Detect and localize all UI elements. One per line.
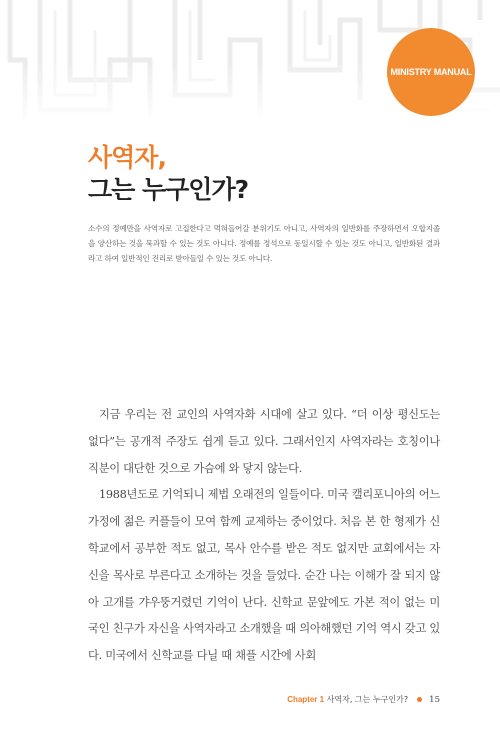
chapter-title xyxy=(88,142,248,206)
page-number: 15 xyxy=(429,695,440,705)
badge-label: MINISTRY MANUAL xyxy=(390,67,472,77)
body-text xyxy=(88,402,440,670)
body-paragraph: 지금 우리는 전 교인의 사역자화 시대에 살고 있다. “더 이상 평신도는 없다”는 공개적 주장도 쉽게 듣고 있다. 그래서인지 사역자라는 호칭이나 직분이 대단한 것으로 가슴에 와 닿지 않는다. xyxy=(88,408,440,475)
body-paragraph: 1988년도로 기억되니 제법 오래전의 일들이다. 미국 캘리포니아의 어느 가정에 젊은 커플들이 모여 함께 교제하는 중이었다. 처음 본 한 형제가 신학교에서 공부한 적도 없고, 목사 안수를 받은 적도 없지만 교회에서는 자신을 목사로 부른다고 소개하는 것을 들었다. 순간 나는 이해가 잘 되지 않아 고개를 갸우뚱거렸던 기억이 난다. 신학교 문앞에도 가본 적이 없는 미국인 친구가 자신을 사역자라고 소개했을 때 의아해했던 기억 역시 갖고 있다. 미국에서 신학교를 다닐 때 채플 시간에 사회 xyxy=(88,488,440,663)
bullet-dot-icon xyxy=(417,697,422,702)
title-line-1: 사역자, xyxy=(88,143,166,172)
footer-chapter-label: Chapter 1 xyxy=(287,695,325,704)
title-line-2: 그는 누구인가? xyxy=(88,175,249,204)
footer-chapter-title: 사역자, 그는 누구인가? xyxy=(326,695,409,704)
intro-paragraph: 소수의 정예만을 사역자로 고집한다고 먹혀들어갈 분위기도 아니고, 사역자의 일반화를 주장하면서 오합지졸을 양산하는 것을 묵과할 수 있는 것도 아니다. 정예를 정석으로 동일시할 수 있는 것도 아니고, 일반화된 결과라고 하여 일반적인 진리로 받아들일 수 있는 것도 아니다. xyxy=(88,224,440,263)
ministry-manual-badge xyxy=(387,28,475,116)
page-footer xyxy=(0,694,440,705)
